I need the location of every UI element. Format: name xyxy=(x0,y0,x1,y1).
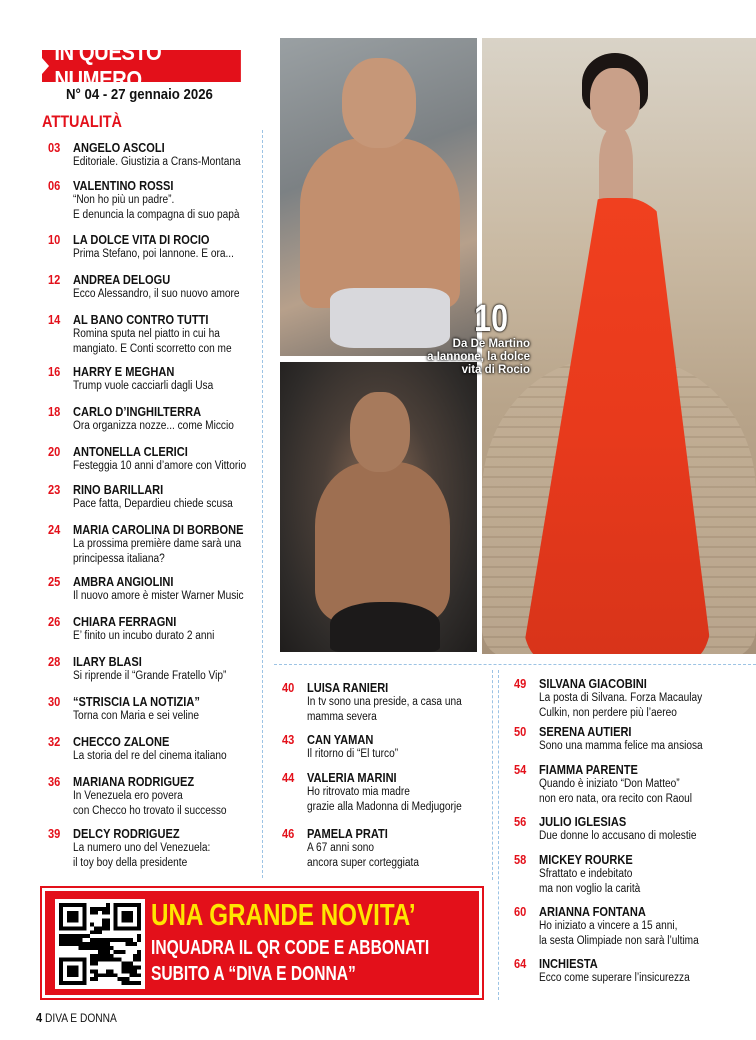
toc-description: La numero uno del Venezuela: il toy boy della presidente xyxy=(73,842,211,869)
toc-title: ARIANNA FONTANA xyxy=(539,904,646,919)
toc-title: ANGELO ASCOLI xyxy=(73,140,165,155)
header-title: IN QUESTO NUMERO xyxy=(54,39,162,92)
toc-page-number: 43 xyxy=(282,732,295,747)
toc-page-number: 56 xyxy=(514,814,527,829)
toc-page-number: 10 xyxy=(48,232,61,247)
toc-page-number: 26 xyxy=(48,614,61,629)
toc-description: Prima Stefano, poi Iannone. E ora... xyxy=(73,248,234,260)
toc-page-number: 25 xyxy=(48,574,61,589)
toc-description: Sono una mamma felice ma ansiosa xyxy=(539,740,703,752)
footer xyxy=(36,1010,117,1025)
toc-description: Sfrattato e indebitato ma non voglio la carità xyxy=(539,868,641,895)
toc-title: ANTONELLA CLERICI xyxy=(73,444,188,459)
toc-description: In tv sono una preside, a casa una mamma severa xyxy=(307,696,462,723)
toc-title: MARIA CAROLINA DI BORBONE xyxy=(73,522,244,537)
toc-description: Si riprende il “Grande Fratello Vip” xyxy=(73,670,227,682)
toc-title: MARIANA RODRIGUEZ xyxy=(73,774,195,789)
toc-page-number: 16 xyxy=(48,364,61,379)
photo-torso xyxy=(315,462,450,622)
toc-title: CARLO D’INGHILTERRA xyxy=(73,404,202,419)
toc-description: Ecco Alessandro, il suo nuovo amore xyxy=(73,288,240,300)
promo-line-2: SUBITO A “DIVA E DONNA” xyxy=(151,963,356,985)
toc-title: DELCY RODRIGUEZ xyxy=(73,826,180,841)
toc-page-number: 14 xyxy=(48,312,61,327)
toc-page-number: 23 xyxy=(48,482,61,497)
toc-title: SILVANA GIACOBINI xyxy=(539,676,647,691)
toc-page-number: 03 xyxy=(48,140,61,155)
toc-page-number: 60 xyxy=(514,904,527,919)
toc-title: AMBRA ANGIOLINI xyxy=(73,574,174,589)
toc-page-number: 32 xyxy=(48,734,61,749)
toc-page-number: 06 xyxy=(48,178,61,193)
toc-description: A 67 anni sono ancora super corteggiata xyxy=(307,842,419,869)
toc-title: SERENA AUTIERI xyxy=(539,724,632,739)
header-banner xyxy=(42,39,241,92)
toc-description: Trump vuole cacciarli dagli Usa xyxy=(73,380,214,392)
photo-pants xyxy=(330,602,440,652)
toc-page-number: 30 xyxy=(48,694,61,709)
toc-title: ILARY BLASI xyxy=(73,654,142,669)
photo-torso xyxy=(300,138,460,308)
divider-bottom xyxy=(274,664,756,665)
toc-page-number: 44 xyxy=(282,770,295,785)
toc-description: Editoriale. Giustizia a Crans-Montana xyxy=(73,156,241,168)
promo-headline: UNA GRANDE NOVITA’ xyxy=(151,897,416,932)
section-title: ATTUALITÀ xyxy=(42,112,122,131)
toc-page-number: 49 xyxy=(514,676,527,691)
toc-description: E’ finito un incubo durato 2 anni xyxy=(73,630,215,642)
toc-description: Romina sputa nel piatto in cui ha mangiato. E Conti scorretto con me xyxy=(73,328,232,355)
photo-neck xyxy=(599,126,633,206)
photo-head xyxy=(342,58,416,148)
toc-page-number: 46 xyxy=(282,826,295,841)
toc-page-number: 18 xyxy=(48,404,61,419)
toc-description: La prossima première dame sarà una principessa italiana? xyxy=(73,538,242,565)
issue-info: N° 04 - 27 gennaio 2026 xyxy=(66,86,213,103)
toc-title: VALERIA MARINI xyxy=(307,770,397,785)
toc-description: La posta di Silvana. Forza Macaulay Culkin, non perdere più l’aereo xyxy=(539,692,703,719)
toc-title: RINO BARILLARI xyxy=(73,482,164,497)
toc-description: Ho iniziato a vincere a 15 anni, la sesta Olimpiade non sarà l’ultima xyxy=(539,920,699,947)
toc-description: Il nuovo amore è mister Warner Music xyxy=(73,590,244,602)
toc-page-number: 12 xyxy=(48,272,61,287)
toc-title: ANDREA DELOGU xyxy=(73,272,171,287)
toc-title: CHECCO ZALONE xyxy=(73,734,170,749)
toc-description: “Non ho più un padre”. E denuncia la compagna di suo papà xyxy=(73,194,240,221)
toc-page-number: 58 xyxy=(514,852,527,867)
toc-page-number: 54 xyxy=(514,762,527,777)
caption-text: Da De Martino a Iannone, la dolce vita di Rocio xyxy=(427,338,530,376)
toc-page-number: 50 xyxy=(514,724,527,739)
toc-description: In Venezuela ero povera con Checco ho trovato il successo xyxy=(73,790,227,817)
toc-description: La storia del re del cinema italiano xyxy=(73,750,227,762)
footer-magazine-name: DIVA E DONNA xyxy=(44,1011,117,1025)
toc-title: VALENTINO ROSSI xyxy=(73,178,174,193)
subscription-promo[interactable] xyxy=(42,888,482,998)
toc-description: Festeggia 10 anni d’amore con Vittorio xyxy=(73,460,247,472)
toc-title: INCHIESTA xyxy=(539,956,598,971)
footer-page-number: 4 xyxy=(36,1010,43,1025)
toc-description: Ora organizza nozze... come Miccio xyxy=(73,420,234,432)
toc-title: LUISA RANIERI xyxy=(307,680,389,695)
toc-title: MICKEY ROURKE xyxy=(539,852,633,867)
toc-title: CHIARA FERRAGNI xyxy=(73,614,177,629)
toc-description: Due donne lo accusano di molestie xyxy=(539,830,697,842)
toc-title: “STRISCIA LA NOTIZIA” xyxy=(73,694,200,709)
toc-title: HARRY E MEGHAN xyxy=(73,364,175,379)
toc-description: Ecco come superare l’insicurezza xyxy=(539,972,690,984)
toc-description: Il ritorno di “El turco” xyxy=(307,748,399,760)
photo-head xyxy=(590,68,640,132)
toc-title: AL BANO CONTRO TUTTI xyxy=(73,312,209,327)
toc-description: Quando è iniziato “Don Matteo” non ero nata, ora recito con Raoul xyxy=(539,778,693,805)
toc-title: PAMELA PRATI xyxy=(307,826,388,841)
toc-page-number: 40 xyxy=(282,680,295,695)
toc-title: JULIO IGLESIAS xyxy=(539,814,627,829)
photo-head xyxy=(350,392,410,472)
toc-title: CAN YAMAN xyxy=(307,732,374,747)
toc-page-number: 24 xyxy=(48,522,61,537)
photo-caption xyxy=(418,300,538,377)
caption-page-number: 10 xyxy=(474,298,508,340)
toc-title: LA DOLCE VITA DI ROCIO xyxy=(73,232,210,247)
photo-man-dark xyxy=(280,362,477,652)
arrow-icon xyxy=(42,58,49,74)
promo-line-1: INQUADRA IL QR CODE E ABBONATI xyxy=(151,937,430,959)
toc-title: FIAMMA PARENTE xyxy=(539,762,638,777)
toc-description: Pace fatta, Depardieu chiede scusa xyxy=(73,498,233,510)
toc-description: Ho ritrovato mia madre grazie alla Madonna di Medjugorje xyxy=(307,786,462,813)
toc-page-number: 20 xyxy=(48,444,61,459)
toc-description: Torna con Maria e sei veline xyxy=(73,710,200,722)
qr-code-icon[interactable] xyxy=(55,899,145,989)
toc-page-number: 64 xyxy=(514,956,527,971)
toc-page-number: 39 xyxy=(48,826,61,841)
toc-page-number: 28 xyxy=(48,654,61,669)
toc-page-number: 36 xyxy=(48,774,61,789)
